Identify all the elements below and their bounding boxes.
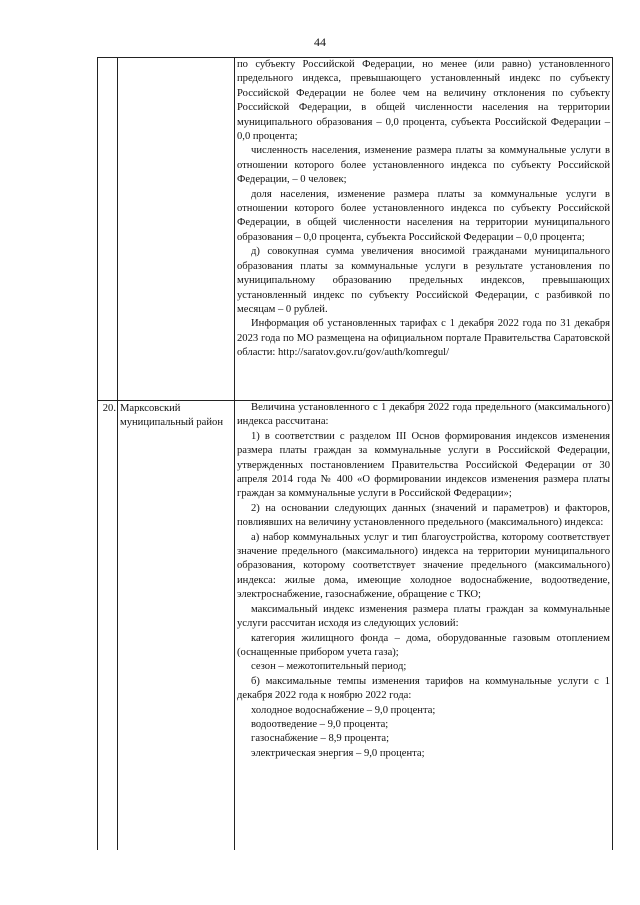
paragraph: б) максимальные темпы изменения тарифов на коммунальные услуги с 1 декабря 2022 года к ноябрю 2022 года:: [237, 675, 610, 702]
paragraph: 2) на основании следующих данных (значений и параметров) и факторов, повлиявших на величину установленного предельного (максимального) индекса:: [237, 502, 610, 529]
paragraph: электрическая энергия – 9,0 процента;: [251, 747, 425, 759]
paragraph: а) набор коммунальных услуг и тип благоустройства, которому соответствует значение предельного (максимального) индекса на территории муниципального образования, которому соответствует значение предельного (максимального) индекса: жилые дома, имеющие холодное водоснабжение, водоотведение, электроснабжение, газоснабжение, обращение с ТКО;: [237, 531, 610, 601]
row-number-cell: [98, 401, 118, 851]
paragraph: категория жилищного фонда – дома, оборудованные газовым отоплением (оснащенные прибором учета газа);: [237, 632, 610, 658]
municipality-cell: [118, 58, 235, 401]
description-cell: [235, 58, 613, 401]
paragraph: доля населения, изменение размера платы за коммунальные услуги в отношении которого более установленного индекса по субъекту Российской Федерации, в общей численности населения на территории муниципального образования – 0,0 процента, субъекта Российской Федерации – 0,0 процента;: [237, 188, 610, 243]
paragraph: максимальный индекс изменения размера платы граждан за коммунальные услуги рассчитан исходя из следующих условий:: [237, 603, 610, 630]
row-number: 20.: [102, 403, 116, 414]
municipality-name: [120, 58, 232, 59]
paragraph: сезон – межотопительный период;: [251, 661, 407, 673]
description-cell: [235, 401, 613, 851]
paragraph: численность населения, изменение размера платы за коммунальные услуги в отношении которого более установленного индекса по субъекту Российской Федерации, – 0 человек;: [237, 145, 610, 186]
portal-info-paragraph: Информация об установленных тарифах с 1 декабря 2022 года по 31 декабря 2023 года по МО размещена на официальном портале Правительства Саратовской области: http://saratov.gov.ru/gov/auth/komregul/: [237, 318, 610, 359]
paragraph: водоотведение – 9,0 процента;: [251, 718, 389, 730]
paragraph: по субъекту Российской Федерации, но менее (или равно) установленного предельного индекса, превышающего установленный индекс по субъекту Российской Федерации не более чем на величину отклонения по субъекту Российской Федерации, в общей численности населения на территории муниципального образования – 0,0 процента, субъекта Российской Федерации – 0,0 процента;: [237, 59, 610, 143]
row-number: [99, 58, 116, 59]
paragraph: Величина установленного с 1 декабря 2022 года предельного (максимального) индекса рассчитана:: [237, 402, 610, 428]
municipality-name: Марксовский муниципальный район: [120, 403, 223, 429]
table-row: [98, 401, 613, 851]
row-number-cell: [98, 58, 118, 401]
paragraph: газоснабжение – 8,9 процента;: [251, 733, 390, 745]
page-number: 44: [314, 35, 326, 49]
paragraph: холодное водоснабжение – 9,0 процента;: [251, 704, 436, 716]
table-row: [98, 58, 613, 401]
paragraph: 1) в соответствии с разделом III Основ формирования индексов изменения размера платы граждан за коммунальные услуги в Российской Федерации, утвержденных постановлением Правительства Российской Федерации от 30 апреля 2014 года № 400 «О формировании индексов изменения размера платы граждан за коммунальные услуги в Российской Федерации»;: [237, 430, 610, 500]
paragraph: д) совокупная сумма увеличения вносимой гражданами муниципального образования платы за коммунальные услуги в результате установления по муниципальному образованию предельных индексов, превышающих установленный индекс по субъекту Российской Федерации, с разбивкой по месяцам – 0 рублей.: [237, 246, 610, 315]
municipality-cell: [118, 401, 235, 851]
tariff-info-table: [97, 57, 613, 850]
